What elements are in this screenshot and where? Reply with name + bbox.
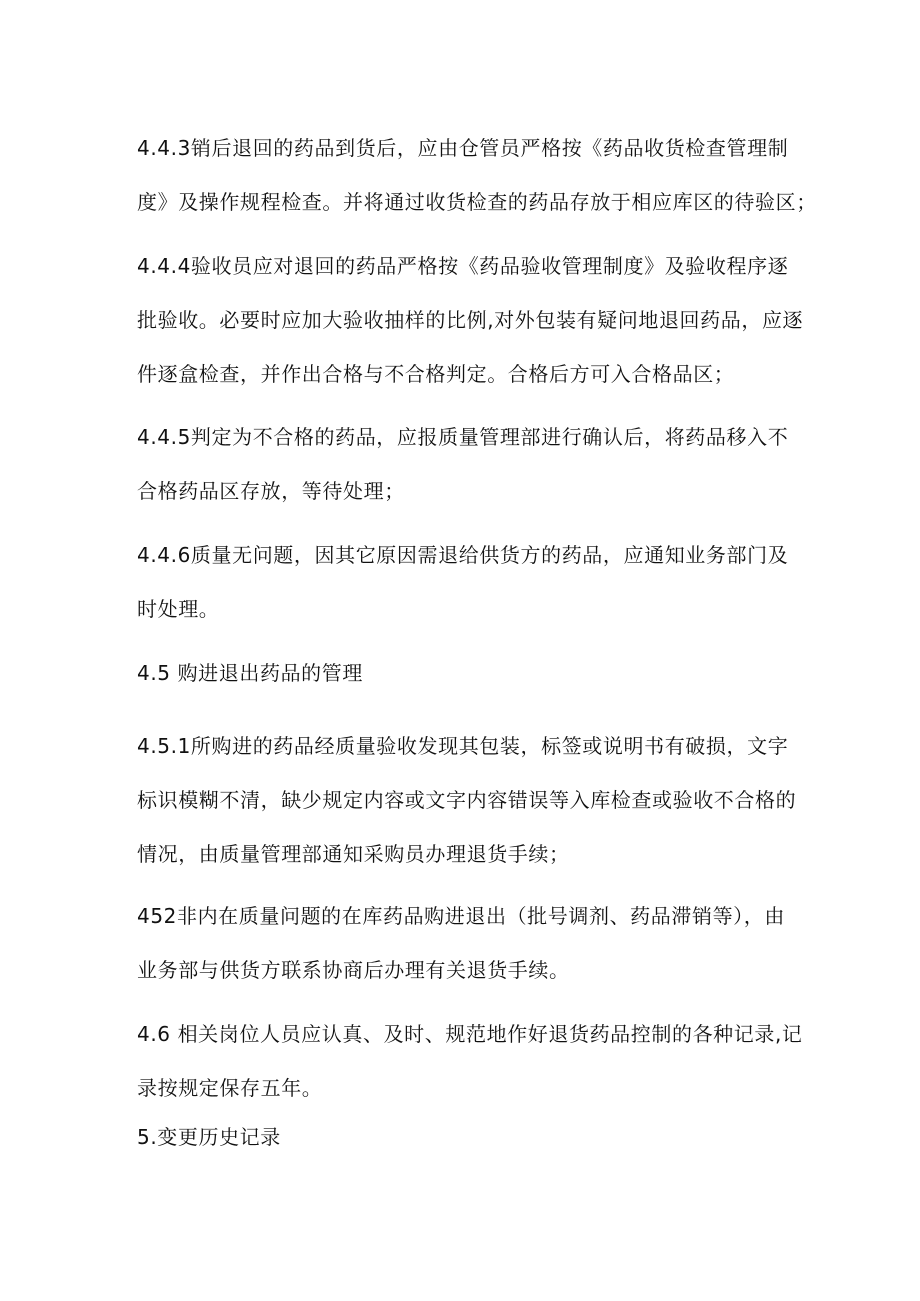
section-heading: 5.变更历史记录 [137, 1125, 281, 1149]
text-line: 4.4.5判定为不合格的药品，应报质量管理部进行确认后，将药品移入不 [137, 425, 789, 449]
text-line: 4.6 相关岗位人员应认真、及时、规范地作好退货药品控制的各种记录,记 [137, 1022, 803, 1046]
section-heading: 4.5 购进退出药品的管理 [137, 661, 363, 685]
text-line: 件逐盒检查，并作出合格与不合格判定。合格后方可入合格品区； [137, 362, 735, 386]
text-line: 批验收。必要时应加大验收抽样的比例,对外包装有疑问地退回药品，应逐 [137, 308, 804, 332]
paragraph-4-5-2 [137, 906, 797, 980]
text-line: 4.4.4验收员应对退回的药品严格按《药品验收管理制度》及验收程序逐 [137, 254, 789, 278]
paragraph-4-4-6 [137, 545, 797, 619]
section-heading-4-5 [137, 663, 797, 683]
paragraph-4-4-3 [137, 136, 817, 214]
text-line: 合格药品区存放，等待处理； [137, 479, 405, 503]
text-line: 时处理。 [137, 597, 220, 621]
text-line: 录按规定保存五年。 [137, 1076, 323, 1100]
paragraph-4-4-4 [137, 254, 804, 386]
paragraph-4-4-5 [137, 427, 797, 501]
text-line: 标识模糊不清，缺少规定内容或文字内容错误等入库检查或验收不合格的 [137, 788, 797, 812]
paragraph-4-6 [137, 1022, 803, 1100]
text-line: 度》及操作规程检查。并将通过收货检查的药品存放于相应库区的待验区； [137, 190, 817, 214]
text-line: 4.4.6质量无问题，因其它原因需退给供货方的药品，应通知业务部门及 [137, 543, 789, 567]
text-line: 4.4.3销后退回的药品到货后，应由仓管员严格按《药品收货检查管理制 [137, 136, 789, 160]
text-line: 452非内在质量问题的在库药品购进退出（批号调剂、药品滞销等），由 [137, 904, 785, 928]
text-line: 情况，由质量管理部通知采购员办理退货手续； [137, 842, 570, 866]
text-line: 业务部与供货方联系协商后办理有关退货手续。 [137, 958, 570, 982]
paragraph-4-5-1 [137, 736, 797, 864]
section-heading-5 [137, 1127, 797, 1147]
text-line: 4.5.1所购进的药品经质量验收发现其包装，标签或说明书有破损，文字 [137, 734, 789, 758]
